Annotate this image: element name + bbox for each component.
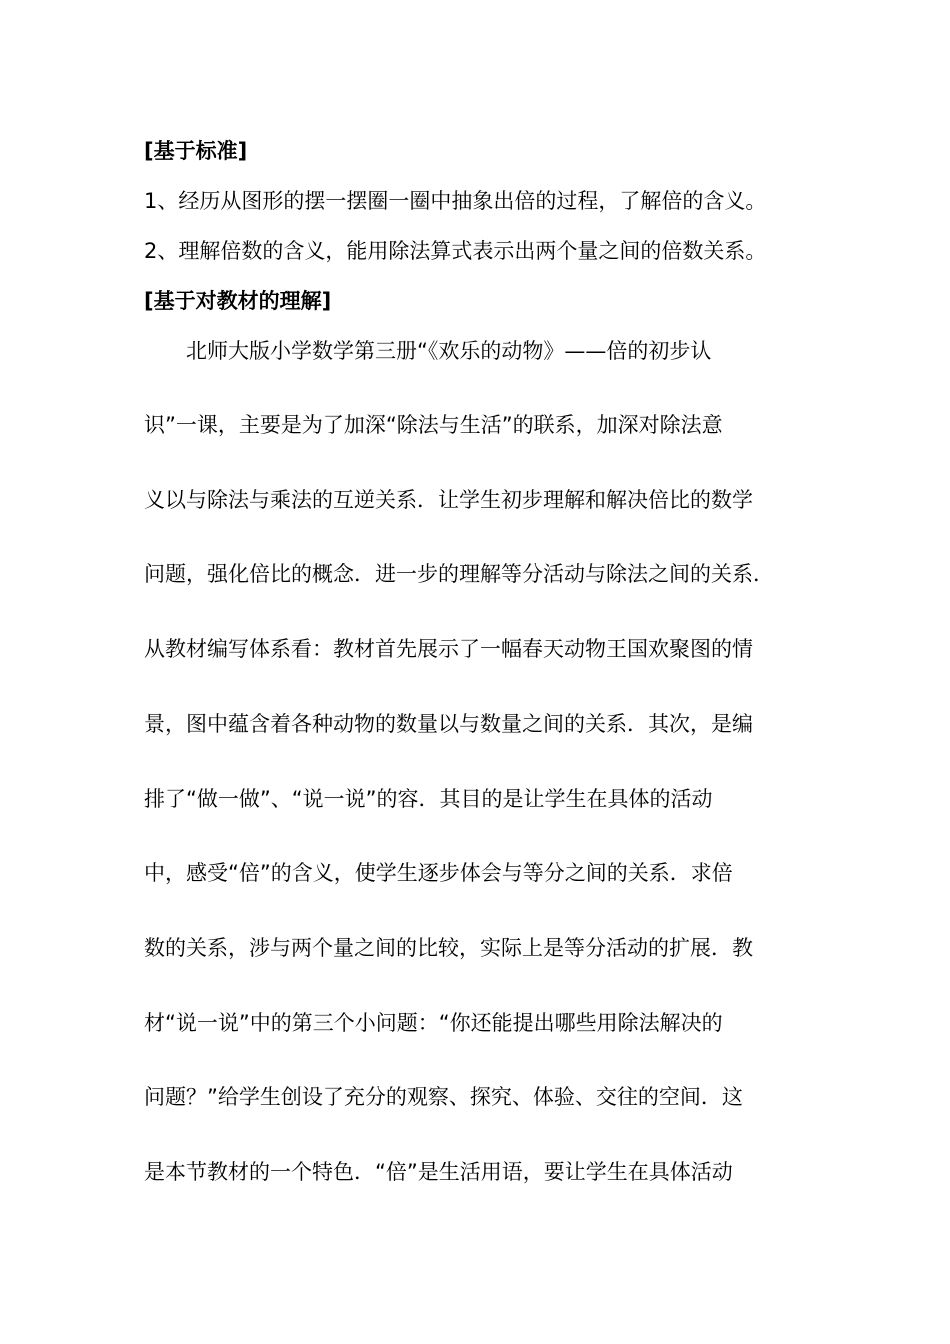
section-heading-textbook: [基于对教材的理解] [144, 289, 332, 313]
paragraph-line: 是本节教材的一个特色．“倍”是生活用语，要让学生在具体活动 [144, 1160, 733, 1184]
paragraph-line: 中，感受“倍”的含义，使学生逐步体会与等分之间的关系．求倍 [144, 861, 733, 885]
paragraph-line: 从教材编写体系看：教材首先展示了一幅春天动物王国欢聚图的情 [144, 637, 753, 661]
paragraph-line: 义以与除法与乘法的互逆关系．让学生初步理解和解决倍比的数学 [144, 488, 753, 512]
standard-item-2: 2、理解倍数的含义，能用除法算式表示出两个量之间的倍数关系。 [144, 239, 767, 263]
paragraph-line: 材“说一说”中的第三个小问题：“你还能提出哪些用除法解决的 [144, 1011, 723, 1035]
paragraph-line: 识”一课，主要是为了加深“除法与生活”的联系，加深对除法意 [144, 413, 723, 437]
standard-item-1: 1、经历从图形的摆一摆圈一圈中抽象出倍的过程，了解倍的含义。 [144, 189, 767, 213]
section-heading-standard: [基于标准] [144, 139, 248, 163]
paragraph-line: 景，图中蕴含着各种动物的数量以与数量之间的关系．其次，是编 [144, 712, 753, 736]
paragraph-line: 问题？”给学生创设了充分的观察、探究、体验、交往的空间．这 [144, 1085, 743, 1109]
paragraph-line: 北师大版小学数学第三册“《欢乐的动物》——倍的初步认 [144, 339, 712, 363]
paragraph-line: 数的关系，涉与两个量之间的比较，实际上是等分活动的扩展．教 [144, 936, 753, 960]
paragraph-line: 排了“做一做”、“说一说”的容．其目的是让学生在具体的活动 [144, 787, 713, 811]
paragraph-line: 问题，强化倍比的概念．进一步的理解等分活动与除法之间的关系． [144, 562, 774, 586]
